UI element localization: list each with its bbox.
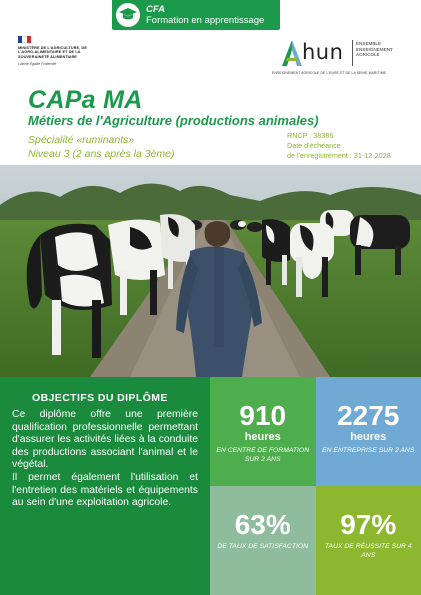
cfa-banner (112, 0, 280, 30)
ahun-logo (272, 38, 408, 78)
graduation-cap-icon (116, 3, 140, 27)
ahun-divider (352, 40, 353, 66)
specialty (28, 133, 175, 161)
page-title: CAPa MA (28, 86, 143, 114)
objectives-paragraph: Ce diplôme offre une première qualification professionnelle permettant d'assurer les activités liées à la conduite des productions associant l'animal et le végétal. (12, 409, 198, 471)
rncp-expiry-label: Date d'échéance (287, 141, 341, 150)
cows-farmer-image (0, 165, 421, 377)
stat-value: 910 (239, 400, 287, 431)
cfa-title: CFA (146, 4, 165, 15)
rncp-expiry: de l'enregistrement : 31-12-2028 (287, 151, 391, 160)
ahun-word: hun (302, 40, 344, 64)
level-line: Niveau 3 (2 ans après la 3ème) (28, 148, 175, 160)
stat-company-hours (316, 377, 421, 486)
stat-description: TAUX DE RÉUSSITE SUR 4 ANS (324, 543, 412, 559)
stat-value: 63% (234, 509, 291, 540)
rncp-code: RNCP : 38386 (287, 131, 334, 140)
objectives-paragraph: Il permet également l'utilisation et l'entretien des matériels et équipements au sein d'une exploitation agricole. (12, 471, 198, 509)
cfa-text (146, 4, 264, 26)
objectives-panel (0, 377, 210, 595)
specialty-line: Spécialité «ruminants» (28, 134, 135, 146)
ahun-a-icon (280, 40, 304, 66)
ministry-motto: Liberté Égalité Fraternité (18, 62, 57, 67)
french-flag-icon (18, 36, 31, 43)
cfa-subtitle: Formation en apprentissage (146, 15, 265, 26)
stat-satisfaction (210, 486, 316, 595)
stat-unit: heures (350, 431, 387, 443)
objectives-body (12, 409, 198, 510)
stat-description: DE TAUX DE SATISFACTION (217, 543, 309, 550)
stat-training-hours (210, 377, 316, 486)
stat-success-rate (316, 486, 421, 595)
ahun-side-text: ENSEMBLE ENSEIGNEMENT AGRICOLE (356, 41, 393, 58)
cover-photo (0, 165, 421, 377)
ahun-tagline: ENSEIGNEMENT AGRICOLE DE L'EURE ET DE LA SEINE-MARITIME (272, 71, 386, 75)
ministry-name: MINISTÈRE DE L'AGRICULTURE, DE L'AGRO-ALIMENTAIRE ET DE LA SOUVERAINETÉ ALIMENTAIRE (18, 46, 88, 59)
stat-description: EN ENTREPRISE SUR 2 ANS (322, 447, 415, 454)
stat-unit: heures (244, 431, 281, 443)
ministry-logo (18, 36, 90, 66)
objectives-heading: OBJECTIFS DU DIPLÔME (32, 392, 168, 404)
page-subtitle: Métiers de l'Agriculture (productions animales) (28, 113, 319, 128)
rncp-info (287, 131, 391, 161)
stat-value: 97% (340, 509, 397, 540)
stat-description: EN CENTRE DE FORMATION SUR 2 ANS (216, 447, 310, 463)
stat-value: 2275 (337, 400, 400, 431)
